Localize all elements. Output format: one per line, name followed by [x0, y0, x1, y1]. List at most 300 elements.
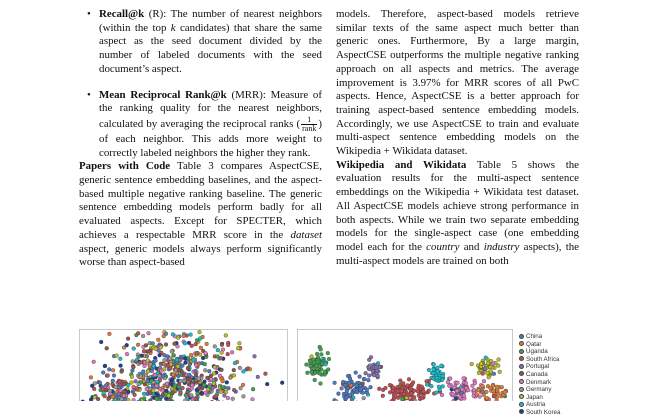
legend-label: South Africa [526, 356, 559, 363]
bullet-icon: • [87, 89, 91, 103]
scatter-point [123, 390, 127, 394]
scatter-point [98, 381, 102, 385]
scatter-point [90, 384, 94, 388]
scatter-point [481, 384, 485, 388]
scatter-point [320, 353, 324, 357]
mrr-term: Mean Reciprocal Rank@k [99, 89, 227, 101]
scatter-point [430, 384, 434, 388]
scatter-point [188, 378, 192, 382]
pwc-paragraph [79, 160, 322, 270]
scatter-point [117, 392, 121, 396]
legend-swatch-icon [519, 371, 524, 376]
scatter-point [318, 372, 322, 376]
legend-label: China [526, 333, 542, 340]
scatter-point [104, 384, 108, 388]
scatter-point [456, 381, 460, 385]
scatter-point [219, 356, 223, 360]
scatter-point [89, 376, 93, 380]
scatter-point [333, 381, 337, 385]
scatter-point [122, 346, 126, 350]
scatter-point [367, 358, 371, 362]
scatter-point [182, 334, 186, 338]
scatter-point [434, 391, 438, 395]
scatter-point [161, 374, 165, 378]
legend-item [519, 401, 639, 409]
scatter-point [345, 389, 349, 393]
scatter-point [209, 377, 213, 381]
scatter-point [230, 350, 234, 354]
scatter-point [132, 347, 136, 351]
scatter-point [156, 393, 160, 397]
scatter-point [242, 395, 246, 399]
scatter-point [139, 361, 143, 365]
scatter-point [160, 369, 164, 373]
scatter-point [467, 388, 471, 392]
scatter-point [150, 379, 154, 383]
scatter-point [181, 364, 185, 368]
scatter-point [238, 366, 242, 370]
scatter-point [350, 398, 354, 401]
scatter-point [176, 374, 180, 378]
scatter-point [176, 365, 180, 369]
scatter-point [451, 392, 455, 396]
scatter-point [122, 394, 126, 398]
scatter-point [190, 344, 194, 348]
scatter-point [427, 368, 431, 372]
scatter-point [214, 394, 218, 398]
scatter-point [355, 384, 359, 388]
recall-text: (R): The number of nearest neighbors (within the top [99, 8, 322, 34]
scatter-point [238, 341, 242, 345]
scatter-point [381, 394, 385, 398]
scatter-panel-left [79, 329, 288, 401]
legend-swatch-icon [519, 394, 524, 399]
scatter-point [203, 380, 207, 384]
scatter-point [189, 353, 193, 357]
scatter-point [216, 348, 220, 352]
scatter-point [464, 381, 468, 385]
scatter-point [226, 352, 230, 356]
mrr-text: (MRR): Measure of the ranking quality for the nearest neighbors, calculated by averaging the reciprocal ranks ( [99, 89, 322, 130]
scatter-point [359, 387, 363, 391]
scatter-point [186, 366, 190, 370]
scatter-plot-left [80, 330, 287, 401]
legend-label: South Korea [526, 409, 560, 416]
scatter-point [204, 391, 208, 395]
scatter-point [327, 357, 331, 361]
scatter-point [495, 385, 499, 389]
legend-label: Denmark [526, 379, 551, 386]
scatter-point [226, 396, 230, 400]
scatter-plot-right [298, 330, 512, 401]
scatter-point [376, 374, 380, 378]
mrr-text-cont: ) of each neighbor. This adds more weight to correctly labeled neighbors the higher they rank. [99, 118, 322, 159]
scatter-point [194, 363, 198, 367]
scatter-point [402, 392, 406, 396]
scatter-point [122, 383, 126, 387]
scatter-point [213, 345, 217, 349]
scatter-point [218, 374, 222, 378]
scatter-point [371, 369, 375, 373]
scatter-point [447, 384, 451, 388]
scatter-point [120, 397, 124, 401]
scatter-point [103, 394, 107, 398]
scatter-point [157, 374, 161, 378]
scatter-point [310, 355, 314, 359]
scatter-point [239, 386, 243, 390]
scatter-point [462, 394, 466, 398]
scatter-point [220, 351, 224, 355]
scatter-point [488, 365, 492, 369]
scatter-point [440, 393, 444, 397]
scatter-point [101, 371, 105, 375]
scatter-point [111, 395, 115, 399]
scatter-point [177, 385, 181, 389]
scatter-point [340, 387, 344, 391]
scatter-point [178, 358, 182, 362]
scatter-point [479, 362, 483, 366]
scatter-point [137, 382, 141, 386]
scatter-point [482, 393, 486, 397]
scatter-point [93, 395, 97, 399]
scatter-point [106, 374, 110, 378]
scatter-point [427, 389, 431, 393]
scatter-point [253, 354, 257, 358]
legend-item [519, 394, 639, 402]
scatter-point [172, 353, 176, 357]
scatter-point [171, 333, 175, 337]
legend-label: Japan [526, 394, 543, 401]
scatter-point [365, 388, 369, 392]
scatter-point [493, 394, 497, 398]
scatter-point [203, 368, 207, 372]
scatter-point [372, 373, 376, 377]
scatter-point [483, 367, 487, 371]
legend-label: Portugal [526, 363, 549, 370]
scatter-point [114, 385, 118, 389]
scatter-point [147, 349, 151, 353]
scatter-point [205, 342, 209, 346]
scatter-point [224, 390, 228, 394]
scatter-point [306, 371, 310, 375]
scatter-point [131, 360, 135, 364]
scatter-point [367, 374, 371, 378]
scatter-point [136, 343, 140, 347]
scatter-point [220, 368, 224, 372]
legend-swatch-icon [519, 349, 524, 354]
scatter-point [485, 390, 489, 394]
scatter-point [143, 382, 147, 386]
scatter-point [183, 341, 187, 345]
scatter-point [202, 383, 206, 387]
legend-swatch-icon [519, 334, 524, 339]
scatter-point [213, 365, 217, 369]
scatter-point [209, 374, 213, 378]
scatter-point [205, 376, 209, 380]
legend-swatch-icon [519, 387, 524, 392]
scatter-point [435, 376, 439, 380]
scatter-point [394, 394, 398, 398]
scatter-point [223, 394, 227, 398]
scatter-point [166, 364, 170, 368]
scatter-point [146, 370, 150, 374]
scatter-point [227, 386, 231, 390]
scatter-point [470, 362, 474, 366]
scatter-point [145, 387, 149, 391]
scatter-point [159, 345, 163, 349]
results-paragraph: models. Therefore, aspect-based models retrieve similar texts of the same aspect much better than generic ones. Furthermore, By a large margin, AspectCSE outperforms the multiple negative ranking approach on all aspects and metrics. The average improvement is 3.97% for MRR scores of all PwC aspects. Hence, AspectCSE is a better approach for training aspect-based sentence embedding models. Accordingly, we use AspectCSE to train and evaluate multi-aspect sentence embedding models on the Wikipedia + Wikidata dataset. [336, 8, 579, 159]
scatter-point [165, 389, 169, 393]
scatter-point [216, 355, 220, 359]
scatter-point [439, 364, 443, 368]
scatter-point [425, 383, 429, 387]
scatter-point [500, 385, 504, 389]
scatter-point [305, 363, 309, 367]
scatter-point [231, 397, 235, 401]
list-item-mrr [79, 89, 322, 161]
scatter-point [324, 363, 328, 367]
scatter-point [482, 379, 486, 383]
scatter-point [198, 330, 202, 334]
legend-label: Austria [526, 401, 545, 408]
legend-swatch-icon [519, 341, 524, 346]
scatter-point [168, 357, 172, 361]
scatter-point [233, 361, 237, 365]
fraction-denominator: rank [301, 125, 317, 133]
scatter-point [221, 379, 225, 383]
scatter-point [320, 362, 324, 366]
scatter-point [152, 389, 156, 393]
scatter-point [175, 358, 179, 362]
scatter-point [105, 346, 109, 350]
scatter-point [142, 349, 146, 353]
scatter-point [199, 346, 203, 350]
scatter-point [155, 397, 159, 401]
scatter-point [432, 368, 436, 372]
scatter-point [462, 377, 466, 381]
scatter-point [141, 334, 145, 338]
scatter-point [225, 381, 229, 385]
scatter-point [492, 389, 496, 393]
scatter-point [503, 390, 507, 394]
scatter-point [422, 390, 426, 394]
scatter-point [409, 387, 413, 391]
scatter-point [326, 351, 330, 355]
legend-swatch-icon [519, 379, 524, 384]
legend-swatch-icon [519, 364, 524, 369]
scatter-point [161, 393, 165, 397]
scatter-point [192, 358, 196, 362]
scatter-point [198, 337, 202, 341]
scatter-point [363, 377, 367, 381]
reciprocal-rank-fraction [301, 116, 317, 133]
scatter-point [184, 361, 188, 365]
scatter-point [310, 370, 314, 374]
scatter-point [398, 379, 402, 383]
scatter-point [407, 377, 411, 381]
scatter-point [194, 342, 198, 346]
scatter-point [179, 391, 183, 395]
scatter-point [412, 389, 416, 393]
scatter-point [112, 374, 116, 378]
scatter-point [171, 373, 175, 377]
scatter-point [136, 388, 140, 392]
scatter-point [103, 364, 107, 368]
scatter-point [319, 382, 323, 386]
scatter-point [173, 342, 177, 346]
scatter-point [101, 387, 105, 391]
metric-list [79, 8, 322, 160]
scatter-point [179, 379, 183, 383]
legend-label: Uganda [526, 348, 548, 355]
scatter-point [107, 397, 111, 401]
scatter-point [176, 336, 180, 340]
scatter-point [432, 363, 436, 367]
scatter-point [354, 371, 358, 375]
scatter-point [384, 386, 388, 390]
bullet-icon: • [87, 8, 91, 22]
scatter-point [265, 382, 269, 386]
scatter-point [139, 375, 143, 379]
wiki-text-cont: and [459, 241, 483, 253]
legend-item [519, 341, 639, 349]
scatter-point [108, 389, 112, 393]
scatter-point [194, 373, 198, 377]
recall-text-cont: candidates) that share the same aspect as the seed document divided by the number of labeled documents with the seed document’s aspect. [99, 22, 322, 75]
legend-swatch-icon [519, 402, 524, 407]
scatter-point [411, 381, 415, 385]
legend-item [519, 356, 639, 364]
scatter-point [158, 353, 162, 357]
scatter-panel-right [297, 329, 513, 401]
scatter-point [348, 393, 352, 397]
wiki-heading: Wikipedia and Wikidata [336, 159, 466, 171]
scatter-point [406, 393, 410, 397]
scatter-point [119, 364, 123, 368]
scatter-point [163, 358, 167, 362]
scatter-point [472, 388, 476, 392]
scatter-point [309, 364, 313, 368]
scatter-point [108, 332, 112, 336]
scatter-point [388, 383, 392, 387]
legend-item [519, 333, 639, 341]
legend-item [519, 371, 639, 379]
scatter-point [498, 370, 502, 374]
scatter-point [364, 371, 368, 375]
scatter-point [156, 338, 160, 342]
legend-label: Canada [526, 371, 548, 378]
scatter-point [246, 367, 250, 371]
scatter-point [120, 368, 124, 372]
scatter-point [145, 354, 149, 358]
legend-swatch-icon [519, 356, 524, 361]
scatter-point [154, 359, 158, 363]
pwc-text: Table 3 compares AspectCSE, generic sentence embedding baselines, and the aspect-based multiple negative ranking baseline. The generic sentence embedding models perform badly for all evaluated aspects. Except for SPECTER, which achieves a respectable MRR score in the [79, 160, 322, 241]
scatter-point [208, 385, 212, 389]
scatter-point [256, 375, 260, 379]
scatter-point [251, 387, 255, 391]
scatter-point [358, 375, 362, 379]
scatter-point [151, 384, 155, 388]
scatter-point [224, 334, 228, 338]
scatter-point [96, 397, 100, 401]
scatter-point [448, 377, 452, 381]
scatter-point [152, 364, 156, 368]
scatter-point [177, 369, 181, 373]
scatter-point [343, 383, 347, 387]
scatter-point [155, 380, 159, 384]
scatter-point [111, 368, 115, 372]
scatter-point [195, 388, 199, 392]
scatter-point [264, 372, 268, 376]
scatter-point [195, 351, 199, 355]
scatter-point [165, 382, 169, 386]
scatter-point [229, 376, 233, 380]
scatter-point [212, 382, 216, 386]
scatter-point [207, 369, 211, 373]
scatter-point [241, 383, 245, 387]
scatter-point [313, 378, 317, 382]
scatter-point [150, 369, 154, 373]
scatter-point [473, 381, 477, 385]
scatter-point [144, 343, 148, 347]
scatter-point [99, 340, 103, 344]
scatter-point [221, 385, 225, 389]
scatter-point [315, 352, 319, 356]
scatter-point [125, 352, 129, 356]
scatter-point [219, 390, 223, 394]
legend-item [519, 348, 639, 356]
scatter-point [134, 379, 138, 383]
scatter-point [92, 360, 96, 364]
scatter-point [189, 393, 193, 397]
scatter-point [118, 380, 122, 384]
scatter-point [226, 343, 230, 347]
scatter-point [176, 345, 180, 349]
scatter-point [481, 372, 485, 376]
scatter-point [186, 390, 190, 394]
scatter-point [115, 354, 119, 358]
scatter-point [487, 375, 491, 379]
scatter-point [369, 385, 373, 389]
scatter-point [361, 391, 365, 395]
scatter-point [374, 366, 378, 370]
scatter-point [406, 384, 410, 388]
scatter-point [458, 396, 462, 400]
scatter-point [232, 368, 236, 372]
scatter-point [203, 362, 207, 366]
scatter-point [455, 389, 459, 393]
fraction-numerator: 1 [301, 116, 317, 125]
scatter-point [137, 355, 141, 359]
scatter-point [460, 388, 464, 392]
scatter-point [171, 391, 175, 395]
scatter-point [132, 388, 136, 392]
scatter-point [130, 375, 134, 379]
scatter-point [362, 396, 366, 400]
scatter-point [431, 371, 435, 375]
scatter-point [170, 350, 174, 354]
wiki-country-term: country [426, 241, 459, 253]
wiki-paragraph [336, 159, 579, 269]
scatter-point [491, 384, 495, 388]
scatter-point [196, 392, 200, 396]
scatter-point [477, 388, 481, 392]
scatter-point [337, 392, 341, 396]
scatter-point [197, 377, 201, 381]
scatter-point [436, 366, 440, 370]
scatter-point [319, 348, 323, 352]
